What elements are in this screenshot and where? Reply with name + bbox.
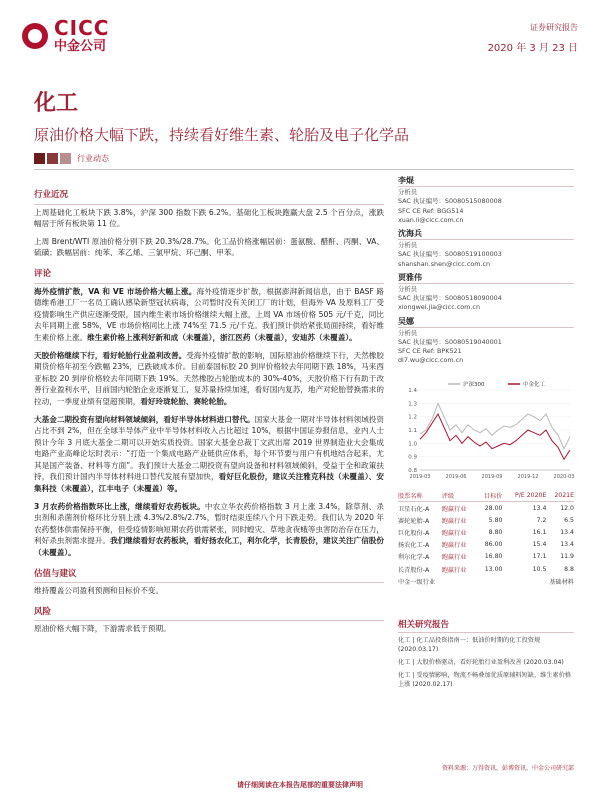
related-report-item[interactable]: 化工 | 化工品投资指南一：低油价时期的化工投资规 (2020.03.17) (398, 637, 541, 653)
col-pe-2021: 2021E (546, 490, 574, 502)
cell-pe-2020: 13.4 (532, 504, 547, 512)
analyst-name: 贾雅伟 (398, 273, 574, 284)
comment-p4-tail: 我们继续看好农药板块，看好扬农化工，利尔化学，长青股份，建议关注广信股份（未覆盖）。 (34, 536, 384, 558)
analyst-card (398, 176, 574, 225)
table-row (398, 514, 574, 526)
table-row (398, 502, 574, 515)
analyst-role: 分析员 (398, 241, 418, 250)
main-column (34, 180, 384, 641)
table-row (398, 563, 574, 575)
x-tick-label: 2019-06 (445, 474, 467, 480)
legend-label: 沪深300 (463, 382, 485, 388)
comment-p2 (34, 350, 384, 408)
section-heading-overview: 行业近况 (34, 190, 384, 205)
comment-p3 (34, 414, 384, 495)
analyst-sfc: SFC CE Ref: BPK521 (398, 347, 462, 356)
valuation-text: 维持覆盖公司盈利预测和目标价不变。 (34, 586, 164, 596)
logo-cn-text: 中金公司 (54, 39, 107, 54)
legend-label: 中金化工 (523, 382, 546, 388)
comment-p2-lead: 天胶价格继续下行，看好轮胎行业盈利改善。 (34, 350, 187, 360)
cell-pe-2020: 10.5 (532, 565, 547, 573)
related-report-item[interactable]: 化工 | 受疫情影响，物流不畅叠加优质原辅料短缺，维生素价格上涨 (2020.02.17) (398, 672, 572, 688)
related-report-item[interactable]: 化工 | 大股价格驱动，看好轮胎行业盈利改善 (2020.03.04) (398, 659, 564, 666)
report-title: 原油价格大幅下跌，持续看好维生素、轮胎及电子化学品 (34, 126, 410, 144)
pe-2020-label: 2020E (526, 492, 547, 499)
table-footer-right: 基础材料 (549, 578, 574, 586)
cell-stock: 巨化股份-A (398, 529, 430, 537)
cell-pe-2021: 12.0 (560, 504, 574, 512)
analyst-sac: SAC 执证编号：S0080515080008 (398, 197, 502, 206)
cell-pe-2021: 6.5 (564, 516, 574, 524)
cell-stock: 长青股份-A (398, 566, 430, 574)
cell-target: 8.80 (488, 528, 503, 536)
series-line-hs300 (420, 403, 570, 448)
performance-chart (398, 378, 574, 488)
cell-pe-2021: 13.4 (560, 528, 574, 536)
analyst-email[interactable]: shanshan.shen@cicc.com.cn (398, 259, 491, 268)
cell-rating: 跑赢行业 (441, 517, 467, 525)
cell-pe-2020: 7.2 (536, 516, 547, 524)
table-row (398, 551, 574, 563)
cell-target: 5.80 (488, 516, 503, 524)
tag-label: 行业动态 (77, 154, 109, 163)
cell-pe-2020: 17.1 (532, 553, 547, 561)
cell-pe-2021: 11.9 (560, 553, 574, 561)
cell-pe-2020: 15.4 (532, 541, 547, 549)
report-date: 2020 年 3 月 23 日 (487, 43, 578, 54)
comment-p4-lead: 3 月农药价格指数环比上涨，继续看好农药板块。 (34, 501, 205, 511)
y-tick-label: 0.9 (408, 454, 417, 461)
comment-p4-body: 中农立华农药价格指数 3 月上涨 3.4%，除草剂、杀虫剂和杀菌剂价格环比分别上涨 4.3%/2.8%/2.7%，暂时结束连续八个月下跌走势。我们认为 2020 年农药整体供需保持平衡，但受疫情影响短期农药供需紧张，同时蝗灾、草地贪夜蛾等虫害防治存在压力，利好杀虫剂需求提升。 (34, 501, 384, 546)
y-tick-label: 1.1 (408, 428, 417, 434)
coverage-table (398, 490, 574, 587)
analyst-email[interactable]: xiongwei.jia@cicc.com.cn (398, 303, 480, 312)
cell-pe-2021: 13.4 (560, 541, 574, 549)
table-footer-row (398, 575, 574, 587)
comment-p3-lead: 大基金二期投资有望向材料领域倾斜，看好半导体材料进口替代。 (34, 414, 255, 424)
y-tick-label: 1.3 (408, 401, 417, 408)
analyst-sac: SAC 执证编号：S0080519100003 (398, 250, 502, 259)
analyst-card (398, 229, 574, 269)
cell-target: 86.00 (484, 541, 503, 549)
related-reports-heading: 相关研究报告 (398, 618, 574, 633)
section-heading-comment: 评论 (34, 269, 384, 284)
analyst-list (398, 172, 574, 366)
performance-chart-svg (398, 378, 574, 488)
analyst-email[interactable]: di7.wu@cicc.com.cn (398, 356, 464, 365)
series-line-cicc-chem (420, 414, 570, 459)
data-source: 资料来源：万得资讯，彭博资讯，中金公司研究部 (441, 765, 574, 772)
legal-footer: 请仔细阅读在本报告尾部的重要法律声明 (237, 781, 363, 789)
cell-target: 13.00 (484, 565, 503, 573)
report-type: 证券研究报告 (530, 23, 578, 32)
y-tick-label: 1.4 (408, 388, 417, 394)
analyst-card (398, 317, 574, 366)
cell-rating: 跑赢行业 (441, 529, 467, 537)
comment-p1-lead: 海外疫情扩散，VA 和 VE 市场价格大幅上涨。 (34, 286, 197, 296)
y-tick-label: 1.2 (408, 414, 417, 421)
table-footer-left: 中金一级行业 (398, 578, 436, 586)
col-rating: 评级 (442, 490, 477, 502)
divider (34, 169, 574, 170)
comment-p1 (34, 286, 384, 344)
col-target: 目标价 (476, 490, 502, 502)
analyst-role: 分析员 (398, 285, 418, 294)
cell-pe-2021: 8.8 (564, 565, 574, 573)
risk-text: 原油价格大幅下降，下游需求低于预期。 (34, 624, 171, 634)
col-stock: 股票名称 (398, 490, 442, 502)
report-tag (34, 153, 109, 164)
x-tick-label: 2019-03 (409, 474, 431, 480)
analyst-sac: SAC 执证编号：S0080519040001 (398, 338, 502, 347)
comment-p2-body: 受海外疫情扩散的影响，国际原油价格继续下行，天然橡胶期货价格年初至今跌幅 23%，已跌破成本价。目前泰国标胶 20 到岸价格较去年同期下跌 18%，马来西亚标胶 20 到岸价格较去年同期下跌 19%。天然橡胶占轮胎成本的 30%-40%，天胶价格下行有助于改善行业盈利水平，目前国内轮胎企业逐渐复工，复苏量持续加速，看好国内复苏，地产对轮胎替换需求的拉动，一季度业绩有望超预期， (34, 350, 385, 406)
analyst-name: 李焜 (398, 176, 574, 187)
comment-p3-tail: 看好巨化股份，建议关注雅克科技（未覆盖）、安集科技（未覆盖），江丰电子（未覆盖）等。 (34, 472, 384, 494)
comment-p3-body: 国家大基金一期对半导体材料领域投资占比不到 2%，但在全球半导体产业中半导体材料收入占比超过 10%，根据中国证券报信息，业内人士预计今年 3 月底大基金二期可以开始实质投资。国家大基金总裁丁文武出席 2019 世界制造业大会集成电路产业高峰论坛时表示：“打造一个集成电路产业链供应体系，每个环节要与用户有机地结合起来，尤其是国产装备、材料等方面”。我们预计大基金二期投资有望向设备和材料领域倾斜，受益于全和政策扶持，我们预计国内半导体材料进口替代发展有望加快， (34, 414, 385, 482)
industry-title: 化工 (34, 91, 79, 116)
cell-rating: 跑赢行业 (441, 542, 467, 550)
x-tick-label: 2019-09 (481, 474, 503, 480)
y-tick-label: 0.8 (408, 468, 417, 474)
y-tick-label: 1.0 (408, 441, 417, 448)
tag-square-icon (47, 153, 58, 164)
cell-target: 28.00 (484, 504, 503, 512)
col-pe-2020 (502, 490, 546, 502)
analyst-name: 沈海兵 (398, 229, 574, 240)
cell-target: 16.80 (484, 553, 503, 561)
analyst-role: 分析员 (398, 188, 418, 197)
table-header-row (398, 490, 574, 502)
x-tick-label: 2019-12 (517, 474, 539, 480)
cell-pe-2020: 16.1 (532, 528, 547, 536)
table-row (398, 526, 574, 538)
cell-stock: 卫星石化-A (398, 505, 430, 513)
comment-p2-tail: 看好玲珑轮胎、赛轮轮胎。 (140, 396, 232, 406)
analyst-sfc: SFC CE Ref: BGG514 (398, 206, 464, 215)
cell-rating: 跑赢行业 (441, 566, 467, 574)
table-row (398, 539, 574, 551)
comment-p4 (34, 501, 384, 559)
analyst-sac: SAC 执证编号：S0080518090004 (398, 294, 502, 303)
logo-en-text: CICC (54, 16, 110, 40)
tag-square-icon (60, 153, 71, 164)
analyst-name: 吴娜 (398, 317, 574, 328)
cell-rating: 跑赢行业 (441, 554, 467, 562)
analyst-card (398, 273, 574, 313)
overview-p1: 上周基础化工板块下跌 3.8%，沪深 300 指数下跌 6.2%。基础化工板块跑赢大盘 2.5 个百分点，涨跌幅居于所有板块第 11 位。 (34, 207, 384, 229)
analyst-role: 分析员 (398, 328, 418, 337)
header-meta (488, 22, 578, 54)
cell-rating: 跑赢行业 (441, 505, 467, 513)
overview-p2: 上周 Brent/WTI 原油价格分别下跌 20.3%/28.7%。化工品价格涨幅居前：蛋氨酸、醋酐、丙酮、VA、硫磺；跌幅居前：纯苯、苯乙烯、三氯甲烷、环己酮、甲苯。 (34, 236, 384, 258)
cell-stock: 扬农化工-A (398, 542, 430, 550)
x-tick-label: 2020-03 (553, 474, 574, 480)
section-heading-valuation: 估值与建议 (34, 569, 384, 584)
cicc-logo (22, 18, 109, 53)
comment-p1-tail: 维生素价格上涨利好新和成（未覆盖），浙江医药（未覆盖），安迪苏（未覆盖）。 (87, 332, 357, 342)
cell-stock: 赛轮轮胎-A (398, 517, 430, 525)
related-reports-list (398, 636, 574, 693)
cell-stock: 利尔化学-A (398, 554, 430, 562)
comment-p1-body: 海外疫情逐步扩散，根据澎湃新闻信息，由于 BASF 路德维希港工厂一名员工确认感染新型冠状病毒，公司暂时没有关闭工厂的计划，但海外 VA 及原料工厂受疫情影响生产供应逐渐受限，国内维生素市场价格继续大幅上涨，上周 VA 市场价格 505 元/千克，同比去年同期上涨 58%，VE 市场价格同比上涨 74%至 71.5 元/千克。我们预计供给紧张局面持续，看好维生素价格上涨。 (34, 286, 385, 342)
section-heading-risk: 风险 (34, 607, 384, 622)
cicc-logo-icon (22, 23, 48, 49)
pe-label: P/E (515, 492, 525, 499)
analyst-email[interactable]: xuan.li@cicc.com.cn (398, 215, 464, 224)
tag-square-icon (34, 153, 45, 164)
